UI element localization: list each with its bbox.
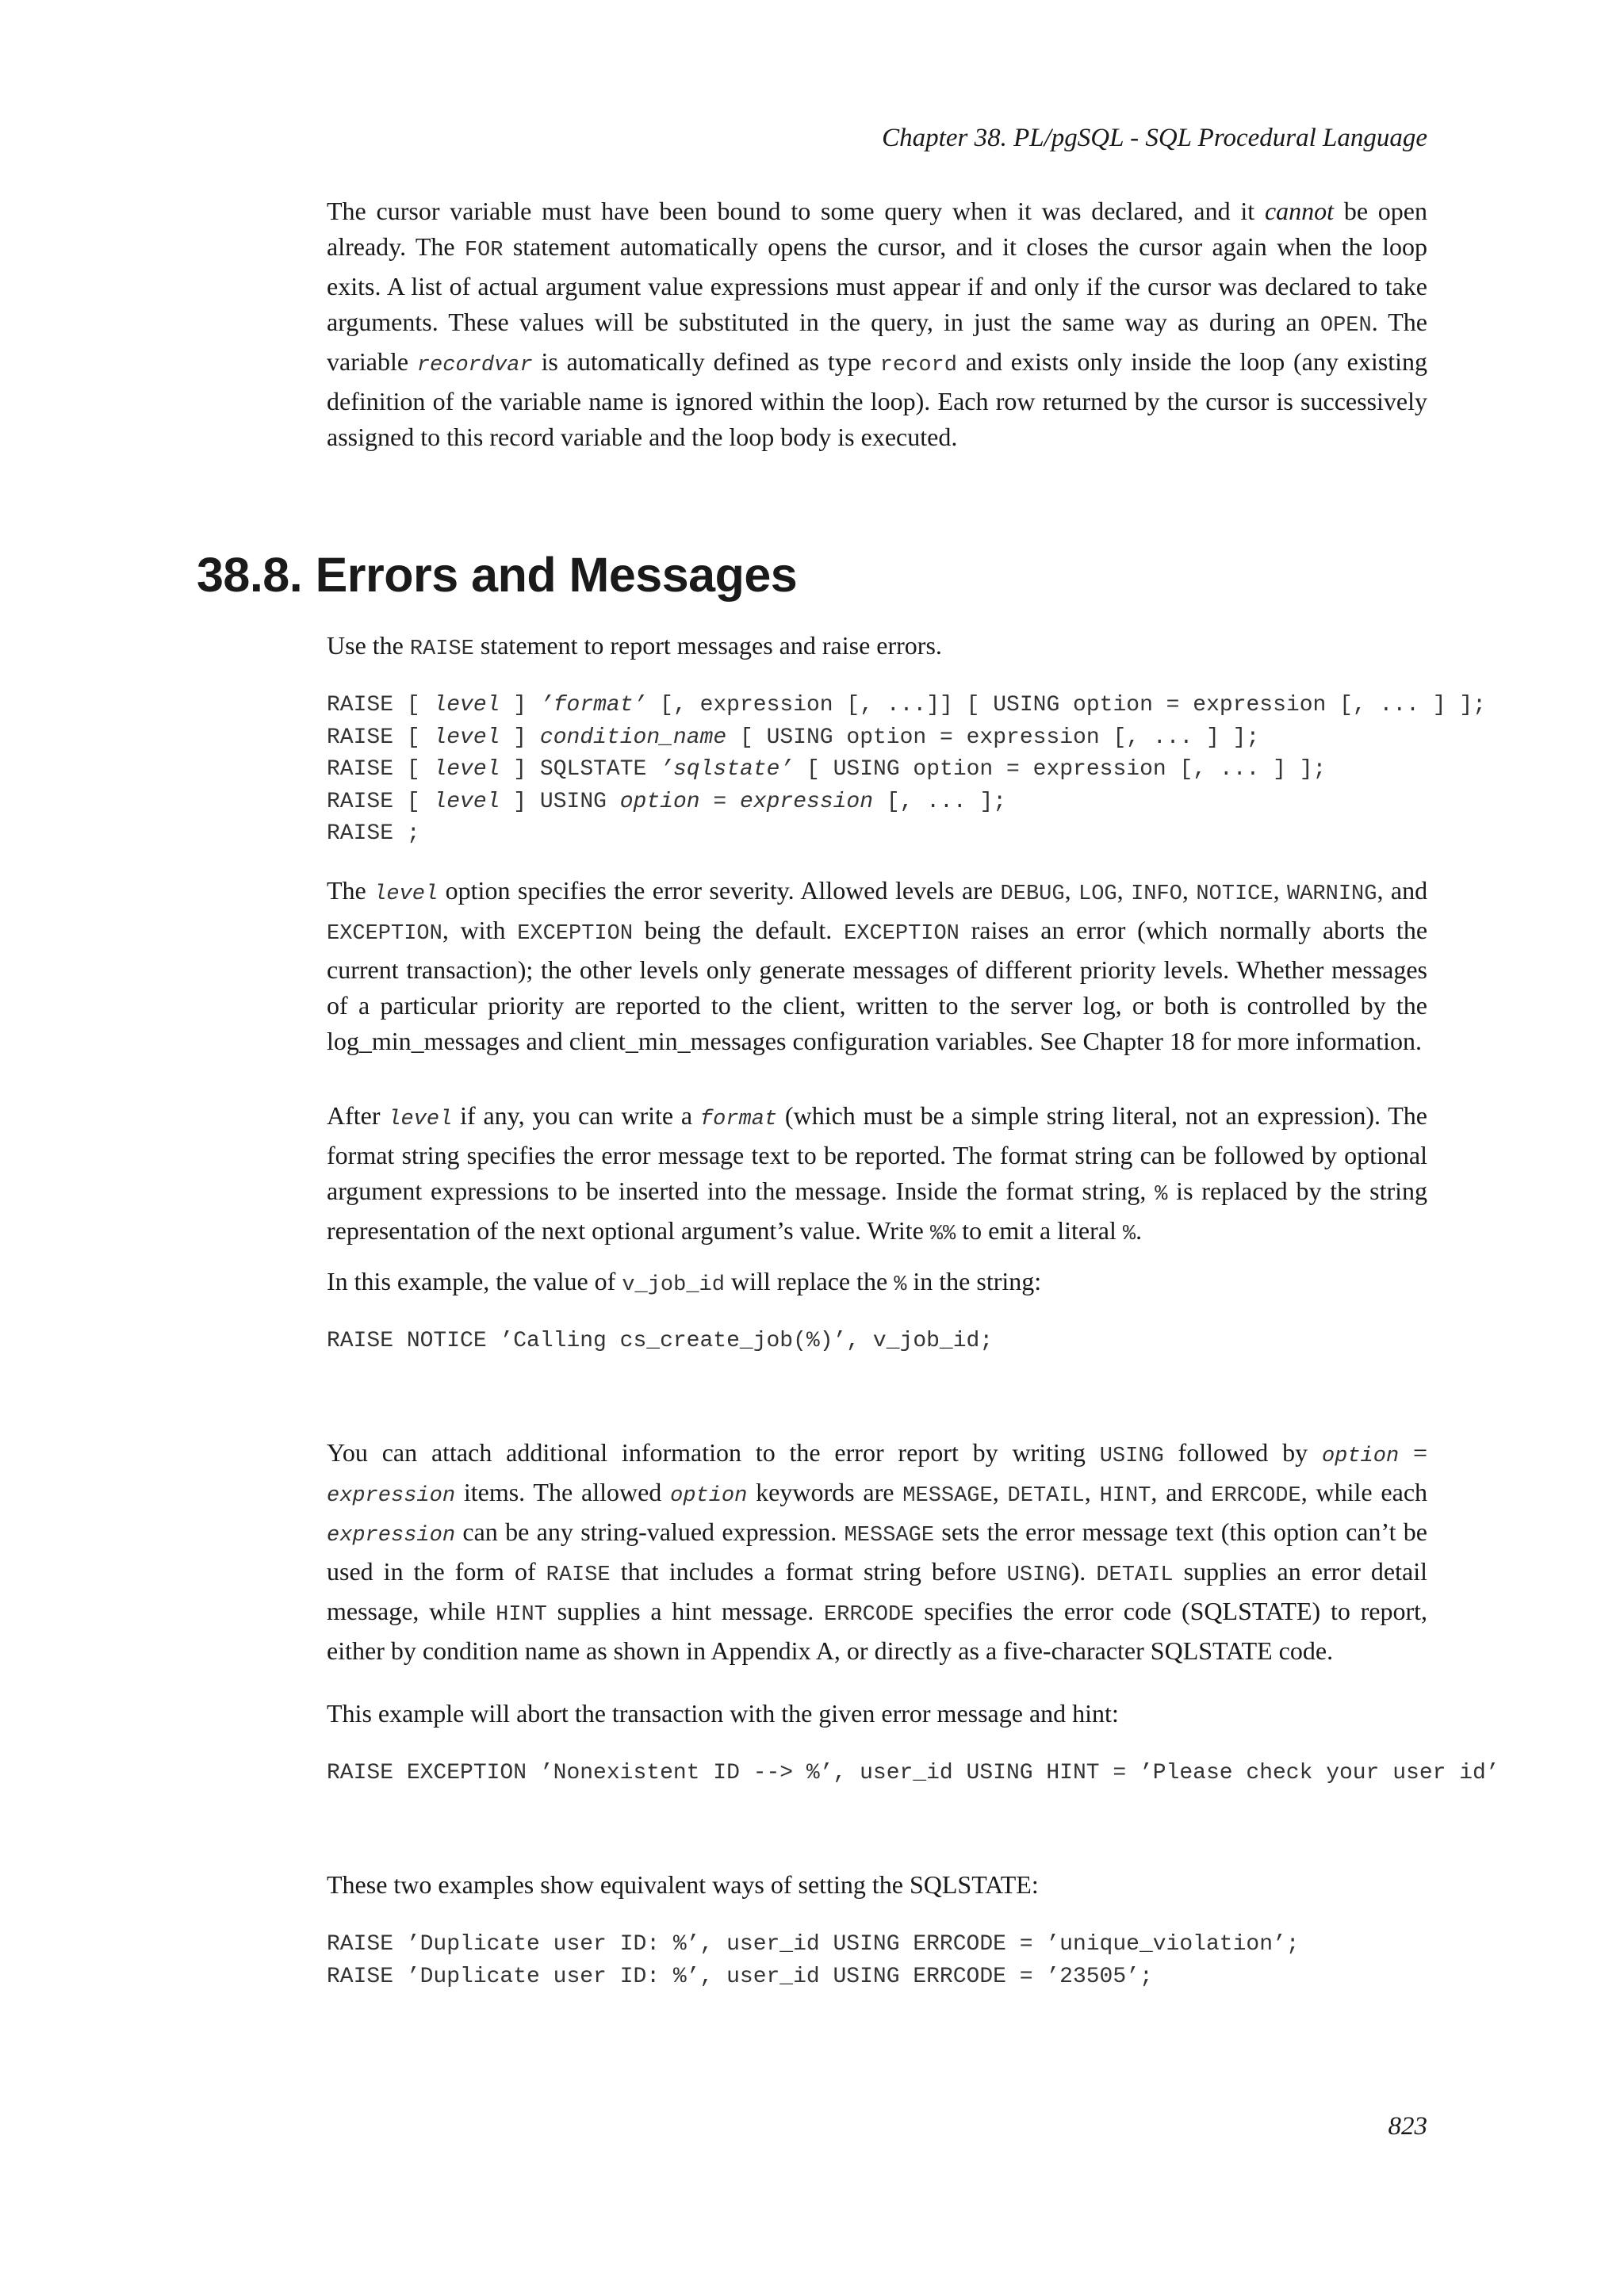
- example1-intro: In this example, the value of v_job_id will replace the % in the string:: [327, 1267, 1042, 1297]
- format-paragraph-block: [327, 1098, 1427, 1253]
- example3-intro-block: [327, 1867, 1427, 1903]
- use-raise-paragraph: Use the RAISE statement to report messages and raise errors.: [327, 631, 942, 661]
- example3-code-line-2: RAISE ’Duplicate user ID: %’, user_id USING ERRCODE = ’23505’;: [327, 1964, 1153, 1989]
- example2-code: RAISE EXCEPTION ’Nonexistent ID --> %’, user_id USING HINT = ’Please check your user id’: [327, 1761, 1500, 1785]
- intro-paragraph-block: [327, 193, 1427, 455]
- example1-intro-block: [327, 1264, 1427, 1303]
- page-number: 823: [1388, 2112, 1427, 2141]
- example2-intro-block: [327, 1696, 1427, 1732]
- section-title: 38.8. Errors and Messages: [197, 548, 798, 602]
- level-paragraph-block: [327, 873, 1427, 1059]
- example3-code-line-1: RAISE ’Duplicate user ID: %’, user_id USING ERRCODE = ’unique_violation’;: [327, 1932, 1300, 1957]
- format-paragraph: After level if any, you can write a format (which must be a simple string literal, not an expression). The format string specifies the error message text to be reported. The format string can be followed by optional argument expressions to be inserted into the message. Inside the format string, % is replaced by the string representation of the next optional argument’s value. Write %% to emit a literal %.: [327, 1101, 1428, 1246]
- example2-intro: This example will abort the transaction with the given error message and hint:: [327, 1699, 1119, 1728]
- use-raise-block: [327, 628, 1427, 668]
- example1-code: RAISE NOTICE ’Calling cs_create_job(%)’, v_job_id;: [327, 1329, 994, 1353]
- example3-code: [327, 1929, 1300, 1993]
- running-header: Chapter 38. PL/pgSQL - SQL Procedural Language: [882, 124, 1427, 152]
- example3-intro: These two examples show equivalent ways of setting the SQLSTATE:: [327, 1870, 1039, 1899]
- raise-syntax-synopsis: RAISE [ level ] ’format’ [, expression [, ...]] [ USING option = expression [, ... ] ]; RAISE [ level ] condition_name [ USING option = expression [, ... ] ]; RAISE [ level ] SQLSTATE ’sqlstate’ [ USING option = expression [, ... ] ]; RAISE [ level ] USING option = expression [, ... ]; RAISE ;: [327, 693, 1486, 846]
- level-paragraph: The level option specifies the error severity. Allowed levels are DEBUG, LOG, INFO, NOTICE, WARNING, and EXCEPTION, with EXCEPTION being the default. EXCEPTION raises an error (which normally aborts the current transaction); the other levels only generate messages of different priority levels. Whether messages of a particular priority are reported to the client, written to the server log, or both is controlled by the log_min_messages and client_min_messages configuration variables. See Chapter 18 for more information.: [327, 876, 1428, 1055]
- using-paragraph-block: [327, 1435, 1427, 1669]
- using-paragraph: You can attach additional information to the error report by writing USING followed by option = expression items. The allowed option keywords are MESSAGE, DETAIL, HINT, and ERRCODE, while each expression can be any string-valued expression. MESSAGE sets the error message text (this option can’t be used in the form of RAISE that includes a format string before USING). DETAIL supplies an error detail message, while HINT supplies a hint message. ERRCODE specifies the error code (SQLSTATE) to report, either by condition name as shown in Appendix A, or directly as a five-character SQLSTATE code.: [327, 1438, 1428, 1665]
- intro-paragraph: The cursor variable must have been bound to some query when it was declared, and it cannot be open already. The FOR statement automatically opens the cursor, and it closes the cursor again when the loop exits. A list of actual argument value expressions must appear if and only if the cursor was declared to take arguments. These values will be substituted in the query, in just the same way as during an OPEN. The variable recordvar is automatically defined as type record and exists only inside the loop (any existing definition of the variable name is ignored within the loop). Each row returned by the cursor is successively assigned to this record variable and the loop body is executed.: [327, 197, 1428, 451]
